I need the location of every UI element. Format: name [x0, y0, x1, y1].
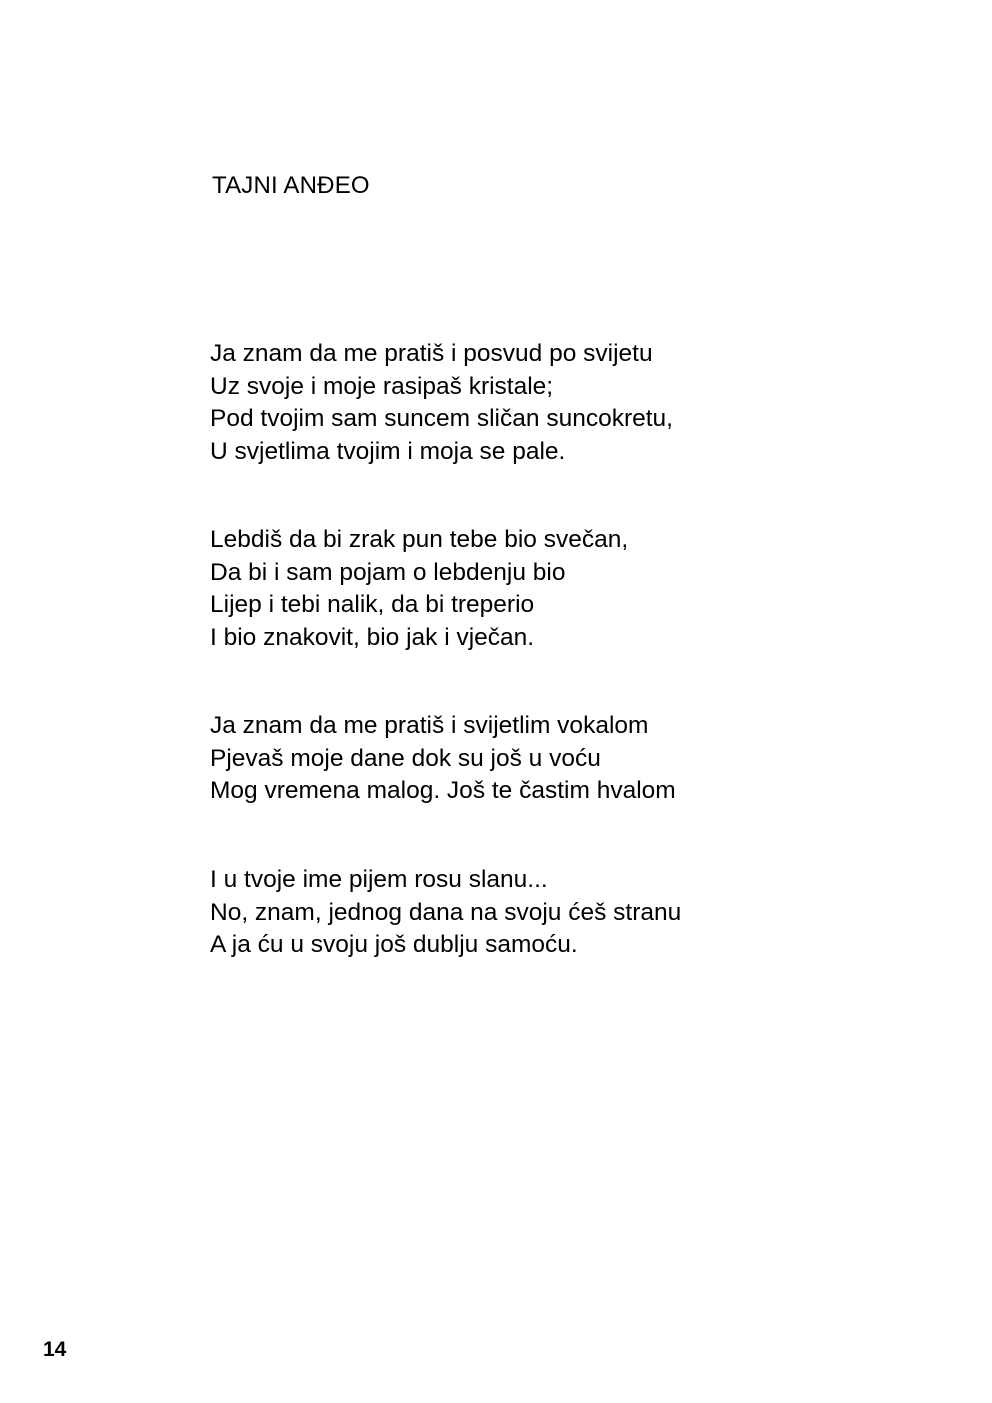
poem-line: Lebdiš da bi zrak pun tebe bio svečan,: [210, 526, 629, 553]
poem-line: Ja znam da me pratiš i svijetlim vokalom: [210, 712, 649, 739]
poem-line: I bio znakovit, bio jak i vječan.: [210, 623, 535, 651]
poem-line: No, znam, jednog dana na svoju ćeš stranu: [210, 898, 682, 926]
poem-line: U svjetlima tvojim i moja se pale.: [210, 437, 566, 465]
poem-title: TAJNI ANĐEO: [212, 172, 370, 199]
stanza-1: [210, 338, 673, 468]
poem-line: Pod tvojim sam suncem sličan suncokretu,: [210, 405, 673, 432]
stanza-2: [210, 524, 628, 654]
poem-line: Ja znam da me pratiš i posvud po svijetu: [210, 340, 653, 367]
page-number: 14: [43, 1338, 67, 1361]
poem-line: Pjevaš moje dane dok su još u voću: [210, 744, 601, 772]
poem-line: Lijep i tebi nalik, da bi treperio: [210, 591, 535, 618]
poem-line: Mog vremena malog. Još te častim hvalom: [210, 777, 676, 804]
poem-line: I u tvoje ime pijem rosu slanu...: [210, 866, 548, 893]
stanza-4: [210, 864, 681, 962]
poem-line: Uz svoje i moje rasipaš kristale;: [210, 372, 554, 400]
poem-line: A ja ću u svoju još dublju samoću.: [210, 931, 578, 958]
stanza-3: [210, 710, 676, 808]
poem-line: Da bi i sam pojam o lebdenju bio: [210, 558, 566, 586]
